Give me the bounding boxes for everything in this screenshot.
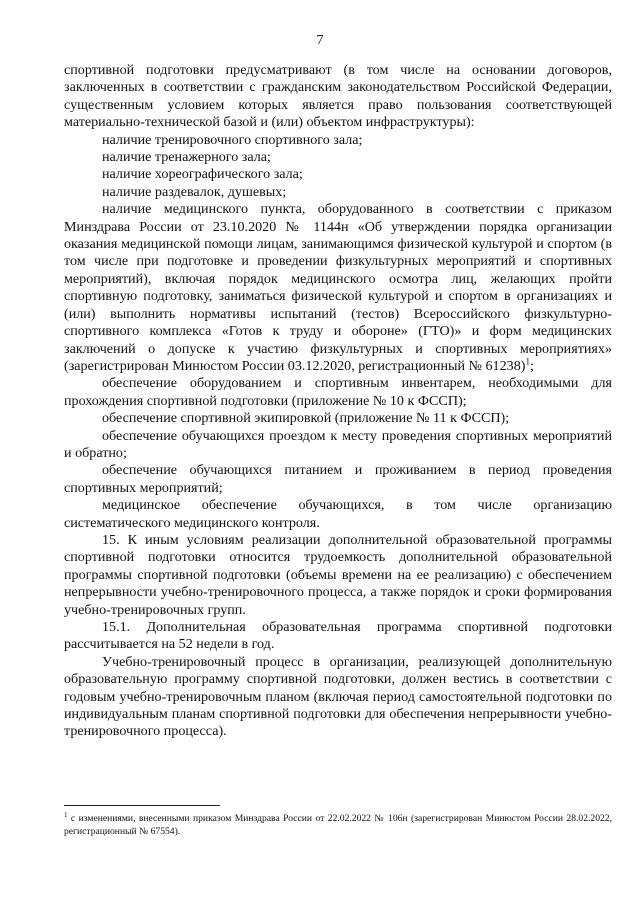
footnote-text: с изменениями, внесенными приказом Минздрава России от 22.02.2022 № 106н (зарегистрирован Минюстом России 28.02.2022, регистрационный № 67554). xyxy=(64,813,612,837)
paragraph: обеспечение обучающихся проездом к месту проведения спортивных мероприятий и обратно; xyxy=(64,427,612,461)
paragraph-tail: ; xyxy=(529,357,534,374)
paragraph-text: наличие медицинского пункта, оборудованного в соответствии с приказом Минздрава России от 23.10.2020 № 1144н «Об утверждении порядка организации оказания медицинской помощи лицам, занимающимся физической культурой и спортом (в том числе при подготовке и проведении физкультурных мероприятий и спортивных мероприятий), включая порядок медицинского осмотра лиц, желающих пройти спортивную подготовку, заниматься физической культурой и спортом в организациях и (или) выполнить нормативы испытаний (тестов) Всероссийского физкультурно-спортивного комплекса «Готов к труду и обороне» (ГТО)» и форм медицинских заключений о допуске к участию физкультурных и спортивных мероприятиях» (зарегистрирован Минюстом России 03.12.2020, регистрационный № 61238) xyxy=(64,201,612,374)
list-item: наличие тренировочного спортивного зала; xyxy=(102,131,363,148)
list-item: наличие хореографического зала; xyxy=(102,166,303,183)
paragraph: медицинское обеспечение обучающихся, в том числе организацию систематического медицинского контроля. xyxy=(64,497,612,531)
paragraph: Учебно-тренировочный процесс в организации, реализующей дополнительную образовательную программу спортивной подготовки, должен вестись в соответствии с годовым учебно-тренировочным планом (включая период самостоятельной подготовки по индивидуальным планам спортивной подготовки для обеспечения непрерывности учебно-тренировочного процесса). xyxy=(64,653,612,740)
list-item: наличие раздевалок, душевых; xyxy=(102,183,287,200)
page-number: 7 xyxy=(316,33,324,48)
paragraph xyxy=(64,201,612,375)
paragraph: 15. К иным условиям реализации дополнительной образовательной программы спортивной подготовки относится трудоемкость дополнительной образовательной программы спортивной подготовки (объемы времени на ее реализацию) с обеспечением непрерывности учебно-тренировочного процесса, а также порядок и сроки формирования учебно-тренировочных групп. xyxy=(64,531,612,618)
paragraph: обеспечение спортивной экипировкой (приложение № 11 к ФССП); xyxy=(102,410,510,427)
document-body xyxy=(64,62,612,741)
footnote xyxy=(64,812,612,838)
paragraph: обеспечение оборудованием и спортивным инвентарем, необходимыми для прохождения спортивной подготовки (приложение № 10 к ФССП); xyxy=(64,375,612,409)
footnote-reference: 1 xyxy=(525,356,530,367)
footnote-marker: 1 xyxy=(64,810,68,819)
list-item: наличие тренажерного зала; xyxy=(102,149,271,166)
paragraph: спортивной подготовки предусматривают (в том числе на основании договоров, заключенных в соответствии с гражданским законодательством Российской Федерации, существенным условием которых является право пользования соответствующей материально-технической базой и (или) объектом инфраструктуры): xyxy=(64,62,612,131)
paragraph: обеспечение обучающихся питанием и проживанием в период проведения спортивных мероприятий; xyxy=(64,462,612,496)
paragraph: 15.1. Дополнительная образовательная программа спортивной подготовки рассчитывается на 52 недели в год. xyxy=(64,619,612,653)
footnote-divider xyxy=(64,805,220,806)
